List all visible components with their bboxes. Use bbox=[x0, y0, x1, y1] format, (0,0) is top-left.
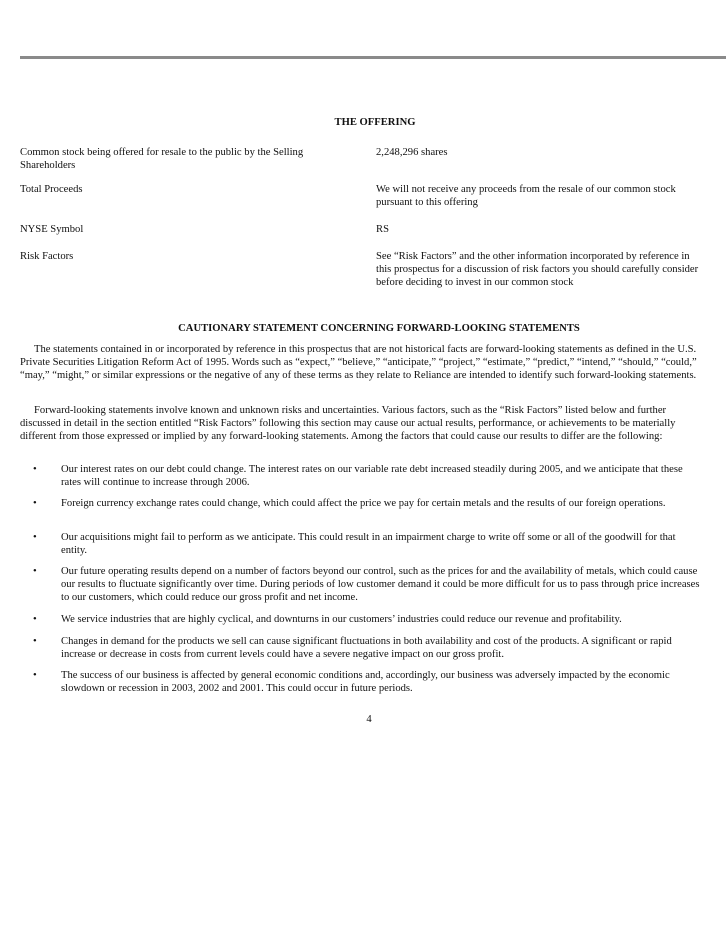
risk-bullet-text: Foreign currency exchange rates could change, which could affect the price we pay for certain metals and the results of our foreign operations. bbox=[61, 498, 666, 509]
risk-bullet-text: The success of our business is affected by general economic conditions and, accordingly, our business was adversely impacted by the economic slowdown or recession in 2003, 2002 and 2001. This could occur in future periods. bbox=[61, 670, 670, 695]
bullet-icon: • bbox=[33, 498, 37, 509]
risk-bullet-text: Changes in demand for the products we sell can cause significant fluctuations in both availability and cost of the products. A significant or rapid increase or decrease in costs from current levels could have a severe negative impact on our gross profit. bbox=[61, 636, 672, 661]
bullet-icon: • bbox=[33, 566, 37, 577]
offering-value: 2,248,296 shares bbox=[376, 147, 448, 158]
bullet-icon: • bbox=[33, 614, 37, 625]
cautionary-title: CAUTIONARY STATEMENT CONCERNING FORWARD-LOOKING STATEMENTS bbox=[178, 323, 580, 334]
bullet-icon: • bbox=[33, 464, 37, 475]
cautionary-paragraph-2: Forward-looking statements involve known and unknown risks and uncertainties. Various factors, such as the “Risk Factors” listed below and further discussed in detail in the section entitled “Risk Factors” following this section may cause our actual results, performance, or achievements to be materially different from those expressed or implied by any forward-looking statements. Among the factors that could cause our results to differ are the following: bbox=[20, 405, 676, 443]
offering-value: See “Risk Factors” and the other information incorporated by reference in this prospectus for a discussion of risk factors you should carefully consider before deciding to invest in our common stock bbox=[376, 251, 699, 289]
offering-label: NYSE Symbol bbox=[20, 224, 84, 235]
offering-title: THE OFFERING bbox=[334, 117, 416, 128]
risk-bullet-text: We service industries that are highly cyclical, and downturns in our customers’ industries could reduce our revenue and profitability. bbox=[61, 614, 622, 625]
page-number: 4 bbox=[366, 714, 372, 725]
offering-label: Common stock being offered for resale to the public by the Selling Shareholders bbox=[20, 147, 304, 172]
offering-label: Total Proceeds bbox=[20, 184, 83, 195]
cautionary-paragraph-1: The statements contained in or incorporated by reference in this prospectus that are not historical facts are forward-looking statements as defined in the U.S. Private Securities Litigation Reform Act of 1995. Words such as “expect,” “believe,” “anticipate,” “project,” “estimate,” “predict,” “intend,” “should,” “could,” “may,” “might,” or similar expressions or the negative of any of these terms as they relate to Reliance are intended to identify such forward-looking statements. bbox=[20, 344, 697, 382]
top-rule bbox=[20, 56, 726, 59]
offering-value: We will not receive any proceeds from the resale of our common stock pursuant to this offering bbox=[376, 184, 676, 209]
bullet-icon: • bbox=[33, 670, 37, 681]
bullet-icon: • bbox=[33, 532, 37, 543]
risk-bullet-text: Our future operating results depend on a number of factors beyond our control, such as the prices for and the availability of metals, which could cause our results to fluctuate significantly over time. During periods of low customer demand it could be more difficult for us to pass through price increases to our customers, which could reduce our gross profit and net income. bbox=[61, 566, 700, 604]
risk-bullet-text: Our acquisitions might fail to perform as we anticipate. This could result in an impairment charge to write off some or all of the goodwill for that entity. bbox=[61, 532, 676, 557]
bullet-icon: • bbox=[33, 636, 37, 647]
risk-bullet-text: Our interest rates on our debt could change. The interest rates on our variable rate debt increased steadily during 2005, and we anticipate that these rates will continue to increase through 2006. bbox=[61, 464, 683, 489]
offering-label: Risk Factors bbox=[20, 251, 74, 262]
offering-value: RS bbox=[376, 224, 389, 235]
